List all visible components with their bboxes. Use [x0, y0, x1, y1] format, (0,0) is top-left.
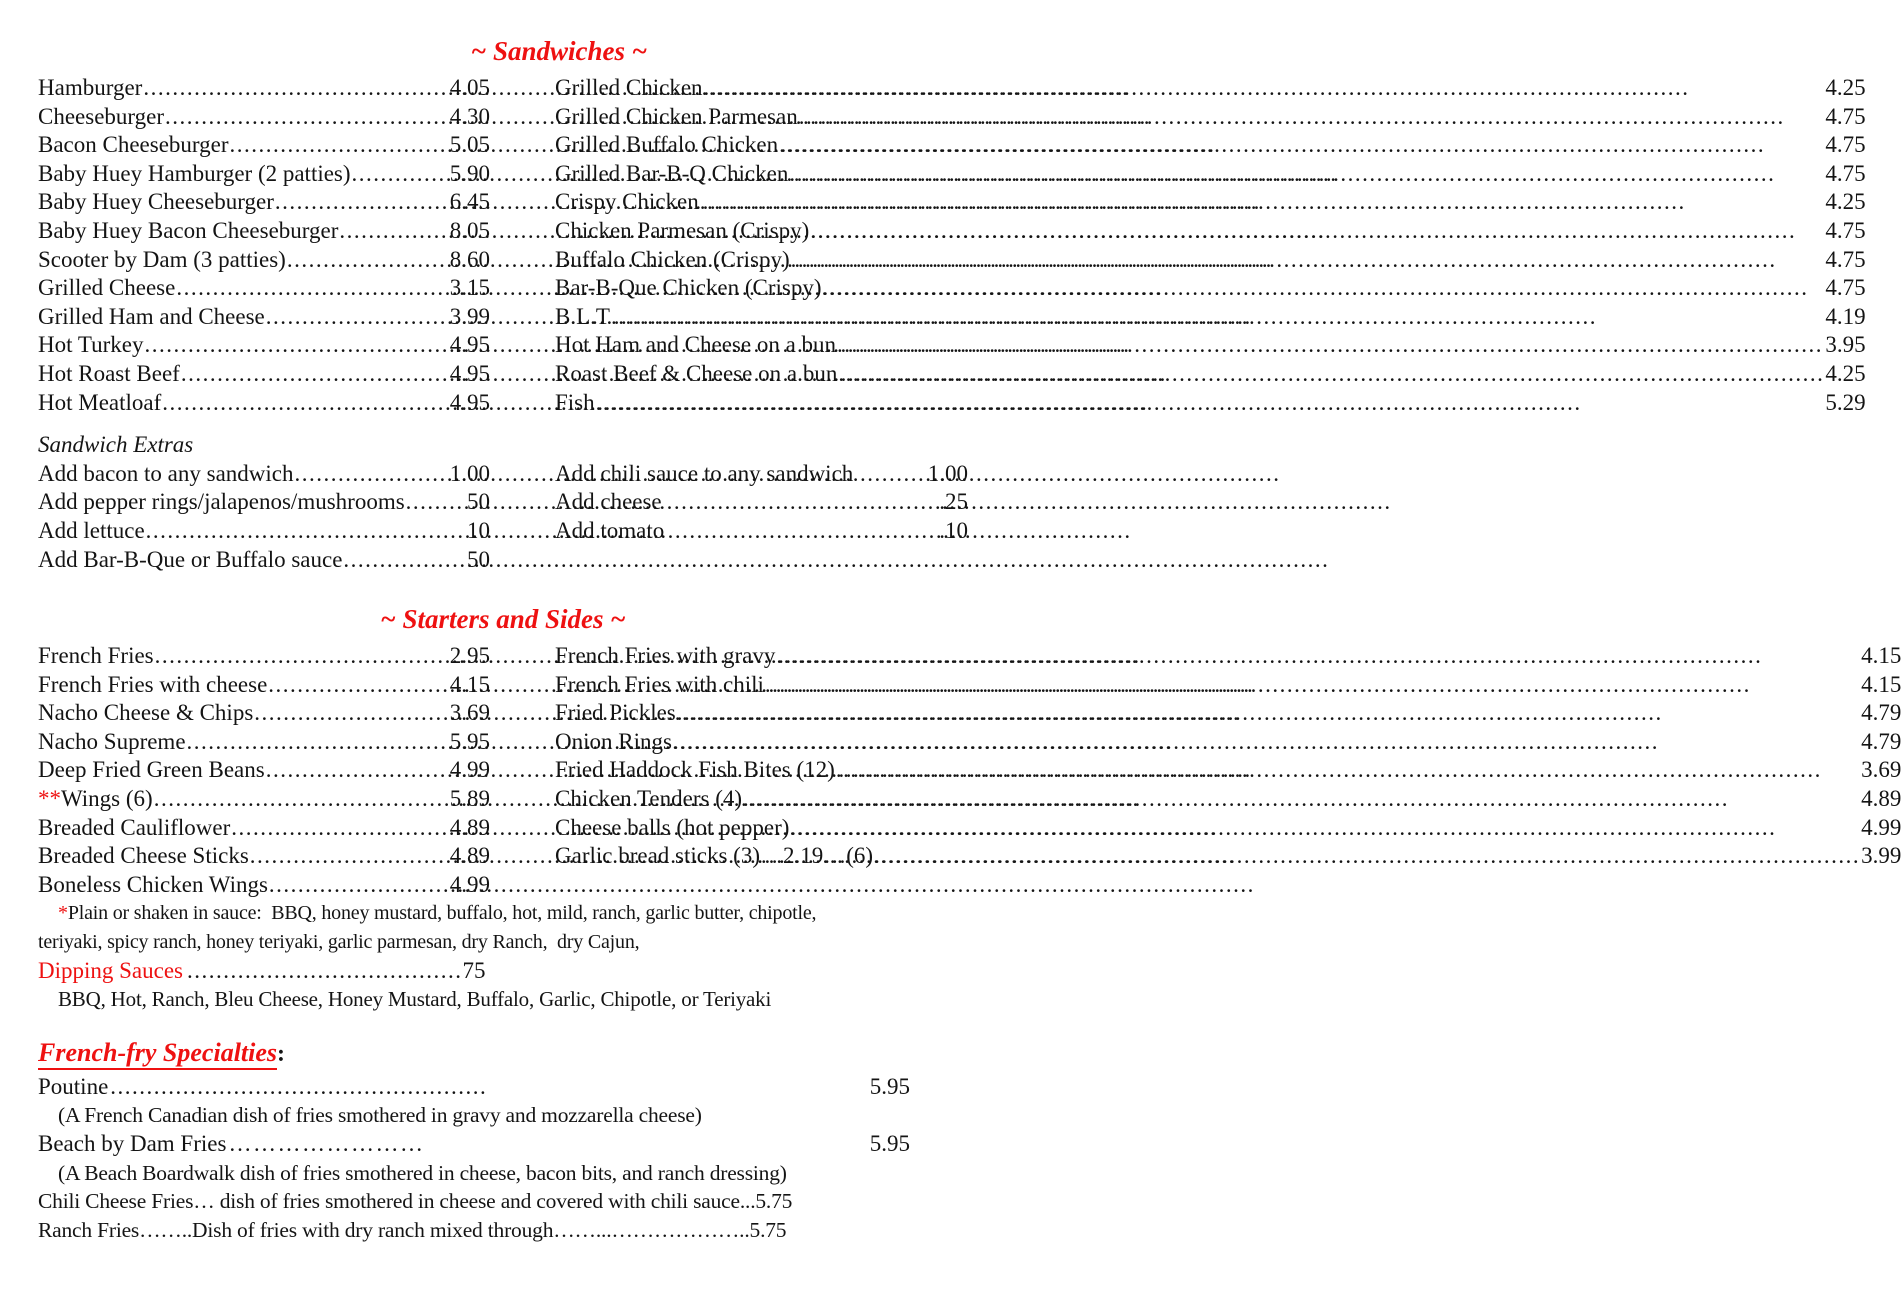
dot-leader — [704, 74, 1825, 103]
menu-item — [38, 756, 490, 785]
item-name: Bacon Cheeseburger — [38, 132, 229, 158]
item-name: Hot Turkey — [38, 332, 144, 358]
note-asterisk: * — [58, 902, 68, 925]
item-name: Beach by Dam Fries — [38, 1131, 227, 1156]
menu-item — [38, 460, 490, 489]
dot-leader — [836, 756, 1860, 785]
menu-item — [38, 1073, 968, 1102]
item-name: Poutine — [38, 1073, 109, 1099]
dipping-sauces-label: Dipping Sauces — [38, 957, 184, 983]
item-price: 8.60 — [449, 246, 490, 272]
item-name: French Fries with cheese — [38, 671, 268, 697]
menu-item — [38, 103, 490, 132]
menu-item — [38, 728, 490, 757]
item-price: 8.05 — [449, 217, 490, 243]
item-price: 5.89 — [449, 786, 490, 812]
sandwiches-right-list — [555, 74, 1866, 417]
item-price: 3.15 — [449, 275, 490, 301]
fry-specialties-colon: : — [277, 1040, 286, 1067]
sandwiches-title: ~ Sandwiches ~ — [470, 36, 648, 66]
menu-item — [555, 74, 1866, 103]
starters-left-list — [38, 642, 490, 899]
item-price: 10 — [467, 517, 490, 543]
dot-leader — [765, 671, 1860, 700]
item-name: French Fries with gravy — [555, 643, 776, 669]
item-price: 3.99 — [1861, 843, 1901, 869]
item-price: 5.90 — [449, 160, 490, 186]
dot-leader — [269, 871, 449, 900]
item-name: Chicken Tenders (4) — [555, 786, 743, 812]
menu-item — [38, 217, 490, 246]
item-price: 50 — [467, 489, 490, 515]
item-price: 4.99 — [449, 757, 490, 783]
menu-item — [38, 785, 490, 814]
item-name: Fried Pickles — [555, 700, 676, 726]
menu-item — [555, 642, 1901, 671]
wing-sauce-note-line1 — [38, 899, 968, 928]
menu-item — [555, 785, 1901, 814]
item-price: 4.79 — [1861, 728, 1901, 754]
menu-item — [555, 246, 1866, 275]
menu-item — [555, 103, 1866, 132]
item-price: 4.15 — [1861, 643, 1901, 669]
starters-title: ~ Starters and Sides ~ — [380, 604, 626, 635]
sandwiches-columns — [38, 74, 1866, 417]
dot-leader — [254, 699, 448, 728]
menu-item — [38, 488, 490, 517]
item-name: Crispy Chicken — [555, 189, 699, 215]
item-name: Add Bar-B-Que or Buffalo sauce — [38, 546, 343, 572]
menu-item — [555, 303, 1866, 332]
item-name: Grilled Bar-B-Q Chicken — [555, 160, 789, 186]
item-name: Add chili sauce to any sandwich — [555, 460, 854, 486]
item-price: 2.95 — [449, 643, 490, 669]
item-price: 4.75 — [1825, 160, 1866, 186]
item-price: 3.69 — [1861, 757, 1901, 783]
menu-item — [555, 671, 1901, 700]
menu-item — [555, 756, 1901, 785]
dot-leader — [789, 160, 1824, 189]
dot-leader — [154, 785, 449, 814]
dot-leader — [838, 360, 1824, 389]
item-price: 4.75 — [1825, 246, 1866, 272]
dot-leader — [874, 842, 1860, 871]
menu-item — [38, 74, 490, 103]
dot-leader — [144, 331, 448, 360]
dot-leader — [700, 188, 1825, 217]
item-name: Onion Rings — [555, 728, 672, 754]
menu-item — [555, 488, 968, 517]
dot-leader — [352, 160, 449, 189]
sandwich-extras-section — [38, 431, 968, 574]
item-name: Bar-B-Que Chicken (Crispy) — [555, 275, 822, 301]
item-price: 4.99 — [449, 871, 490, 897]
item-price: 4.95 — [449, 360, 490, 386]
menu-item — [38, 188, 490, 217]
dot-leader — [677, 699, 1860, 728]
dot-leader — [837, 331, 1824, 360]
menu-item — [38, 246, 490, 275]
item-name: **Wings (6) — [38, 786, 153, 812]
menu-item — [555, 360, 1866, 389]
item-price: 4.30 — [449, 103, 490, 129]
item-name: Deep Fried Green Beans — [38, 757, 265, 783]
menu-item — [38, 699, 490, 728]
dot-leader — [406, 488, 466, 517]
dot-leader — [250, 842, 449, 871]
menu-item — [38, 131, 490, 160]
menu-item — [38, 871, 490, 900]
item-price: 4.25 — [1825, 189, 1866, 215]
item-name: Fried Haddock Fish Bites (12) — [555, 757, 835, 783]
item-asterisk: ** — [38, 786, 61, 812]
item-price: 1.00 — [449, 460, 490, 486]
item-name: Hot Ham and Cheese on a bun — [555, 332, 837, 358]
menu-item — [38, 274, 490, 303]
item-price: 4.89 — [449, 814, 490, 840]
item-name: B.L.T — [555, 303, 610, 329]
item-price: 4.25 — [1825, 75, 1866, 100]
dipping-sauces-line — [38, 957, 968, 986]
dot-leader — [187, 728, 449, 757]
item-price: 50 — [467, 546, 490, 572]
dot-leader — [266, 303, 449, 332]
item-name: French Fries with chili — [555, 671, 764, 697]
wing-sauce-note-text1: Plain or shaken in sauce: BBQ, honey mustard, buffalo, hot, mild, ranch, garlic butter, chipotle, — [67, 902, 817, 925]
menu-item — [555, 699, 1901, 728]
item-name: Baby Huey Bacon Cheeseburger — [38, 217, 339, 243]
item-name: Grilled Chicken — [555, 75, 703, 100]
dot-leader — [810, 217, 1824, 246]
dot-leader — [673, 728, 1860, 757]
item-description: (A Beach Boardwalk dish of fries smothered in cheese, bacon bits, and ranch dressing) — [58, 1160, 787, 1185]
dot-leader — [231, 814, 449, 843]
item-name: Add pepper rings/jalapenos/mushrooms — [38, 489, 405, 515]
menu-item — [555, 842, 1901, 871]
sandwich-extras-right-list — [555, 460, 968, 574]
dot-leader — [799, 103, 1825, 132]
dipping-sauces-price: 75 — [462, 957, 486, 983]
item-price: 4.95 — [449, 332, 490, 358]
fry-specialties-title-text: French-fry Specialties — [38, 1038, 277, 1070]
menu-item — [38, 331, 490, 360]
dot-leader — [343, 546, 466, 575]
menu-item — [555, 331, 1866, 360]
item-price: 5.05 — [449, 132, 490, 158]
dot-leader — [776, 642, 1860, 671]
dot-leader — [779, 131, 1824, 160]
item-price: 5.95 — [869, 1131, 910, 1156]
dot-leader — [823, 274, 1825, 303]
item-name: Hot Meatloaf — [38, 389, 162, 415]
dot-leader — [181, 360, 449, 389]
item-name: Fish — [555, 389, 595, 415]
item-price: 4.75 — [1825, 132, 1866, 158]
dot-leader — [146, 517, 466, 546]
wing-sauce-note-line2: teriyaki, spicy ranch, honey teriyaki, garlic parmesan, dry Ranch, dry Cajun, — [38, 931, 640, 954]
item-name: Grilled Cheese — [38, 275, 176, 301]
menu-item-inline: Ranch Fries……..Dish of fries with dry ranch mixed through……...………………..5.75 — [38, 1217, 787, 1242]
sandwich-extras-left-list — [38, 460, 490, 574]
menu-item — [38, 814, 490, 843]
item-name: Nacho Supreme — [38, 728, 186, 754]
menu-item — [555, 274, 1866, 303]
menu-item — [38, 517, 490, 546]
item-name: Add tomato — [555, 517, 665, 543]
dot-leader: …………………… — [228, 1131, 425, 1156]
dot-leader — [790, 814, 1860, 843]
menu-item — [38, 842, 490, 871]
item-name: Scooter by Dam (3 patties) — [38, 246, 286, 272]
menu-item — [555, 814, 1901, 843]
menu-item — [555, 389, 1866, 418]
dot-leader — [596, 389, 1825, 418]
dot-leader — [791, 246, 1825, 275]
item-name: Hot Roast Beef — [38, 360, 180, 386]
dot-leader — [230, 131, 449, 160]
sandwiches-left-list — [38, 74, 490, 417]
item-name: Cheese balls (hot pepper) — [555, 814, 790, 840]
menu-item — [38, 642, 490, 671]
item-name: Grilled Ham and Cheese — [38, 303, 265, 329]
dot-leader — [295, 460, 449, 489]
menu-item — [38, 160, 490, 189]
item-price: 4.15 — [449, 671, 490, 697]
item-name: Nacho Cheese & Chips — [38, 700, 254, 726]
menu-item — [38, 360, 490, 389]
dot-leader: ...................................... — [187, 957, 463, 983]
item-name: Garlic bread sticks (3)…2.19…(6) — [555, 843, 874, 869]
menu-item — [38, 546, 490, 575]
menu-item — [555, 160, 1866, 189]
item-price: 5.29 — [1825, 389, 1866, 415]
menu-item — [555, 188, 1866, 217]
item-price: 4.15 — [1861, 671, 1901, 697]
dot-leader — [162, 389, 448, 418]
item-price: .10 — [939, 517, 968, 543]
fry-specialties-list — [38, 1073, 968, 1245]
item-price: 3.99 — [449, 303, 490, 329]
item-name: Baby Huey Cheeseburger — [38, 189, 274, 215]
item-price: 4.99 — [1861, 814, 1901, 840]
menu-item — [38, 1130, 968, 1159]
item-name: Add bacon to any sandwich — [38, 460, 294, 486]
menu-item — [38, 303, 490, 332]
item-name: Buffalo Chicken (Crispy) — [555, 246, 790, 272]
item-price: 5.95 — [449, 728, 490, 754]
item-price: 4.75 — [1825, 275, 1866, 301]
dot-leader — [155, 642, 449, 671]
menu-item — [555, 217, 1866, 246]
dot-leader — [743, 785, 1860, 814]
dot-leader: .................................................... — [110, 1073, 488, 1099]
fry-specialties-title — [38, 1036, 968, 1071]
sandwich-extras-left-column — [38, 431, 490, 574]
item-name: Cheeseburger — [38, 103, 165, 129]
item-name: Chicken Parmesan (Crispy) — [555, 217, 810, 243]
menu-item — [38, 671, 490, 700]
starters-right-list — [555, 642, 1901, 899]
dot-leader — [287, 246, 449, 275]
dot-leader — [268, 671, 448, 700]
menu-item — [555, 131, 1866, 160]
item-price: 4.95 — [449, 389, 490, 415]
item-name: Hamburger — [38, 75, 143, 100]
item-name: Baby Huey Hamburger (2 patties) — [38, 160, 351, 186]
item-price: 4.25 — [1825, 360, 1866, 386]
item-price: 4.75 — [1825, 103, 1866, 129]
item-name: Roast Beef & Cheese on a bun — [555, 360, 838, 386]
menu-item-inline: Chili Cheese Fries… dish of fries smothered in cheese and covered with chili sauce...5.75 — [38, 1189, 793, 1214]
item-price: .25 — [939, 489, 968, 515]
item-price: 6.45 — [449, 189, 490, 215]
item-price: 4.75 — [1825, 217, 1866, 243]
item-description: (A French Canadian dish of fries smothered in gravy and mozzarella cheese) — [58, 1103, 702, 1128]
menu-item — [38, 389, 490, 418]
item-name: Breaded Cauliflower — [38, 814, 231, 840]
menu-item — [555, 517, 968, 546]
item-name: Grilled Chicken Parmesan — [555, 103, 798, 129]
item-name: French Fries — [38, 643, 154, 669]
item-name: Breaded Cheese Sticks — [38, 843, 249, 869]
starters-columns — [38, 642, 1901, 899]
item-name: Add cheese — [555, 489, 662, 515]
item-name: Grilled Buffalo Chicken — [555, 132, 779, 158]
dot-leader — [143, 74, 448, 103]
item-price: 4.79 — [1861, 700, 1901, 726]
item-price: 4.19 — [1825, 303, 1866, 329]
item-price: 3.95 — [1825, 332, 1866, 358]
menu-item — [555, 460, 968, 489]
sandwich-extras-title: Sandwich Extras — [38, 432, 194, 458]
item-price: 4.89 — [1861, 786, 1901, 812]
dot-leader — [165, 103, 449, 132]
item-price: 1.00 — [927, 460, 968, 486]
item-price: 4.05 — [449, 75, 490, 100]
dot-leader — [275, 188, 449, 217]
item-name: Boneless Chicken Wings — [38, 871, 268, 897]
item-name: Add lettuce — [38, 517, 145, 543]
menu-item — [555, 728, 1901, 757]
item-price: 5.95 — [869, 1073, 910, 1099]
dipping-sauce-options: BBQ, Hot, Ranch, Bleu Cheese, Honey Mustard, Buffalo, Garlic, Chipotle, or Teriyaki — [58, 987, 772, 1012]
item-price: 4.89 — [449, 843, 490, 869]
dot-leader — [176, 274, 448, 303]
dot-leader — [339, 217, 448, 246]
dot-leader — [611, 303, 1824, 332]
dot-leader — [266, 756, 449, 785]
item-price: 3.69 — [449, 700, 490, 726]
